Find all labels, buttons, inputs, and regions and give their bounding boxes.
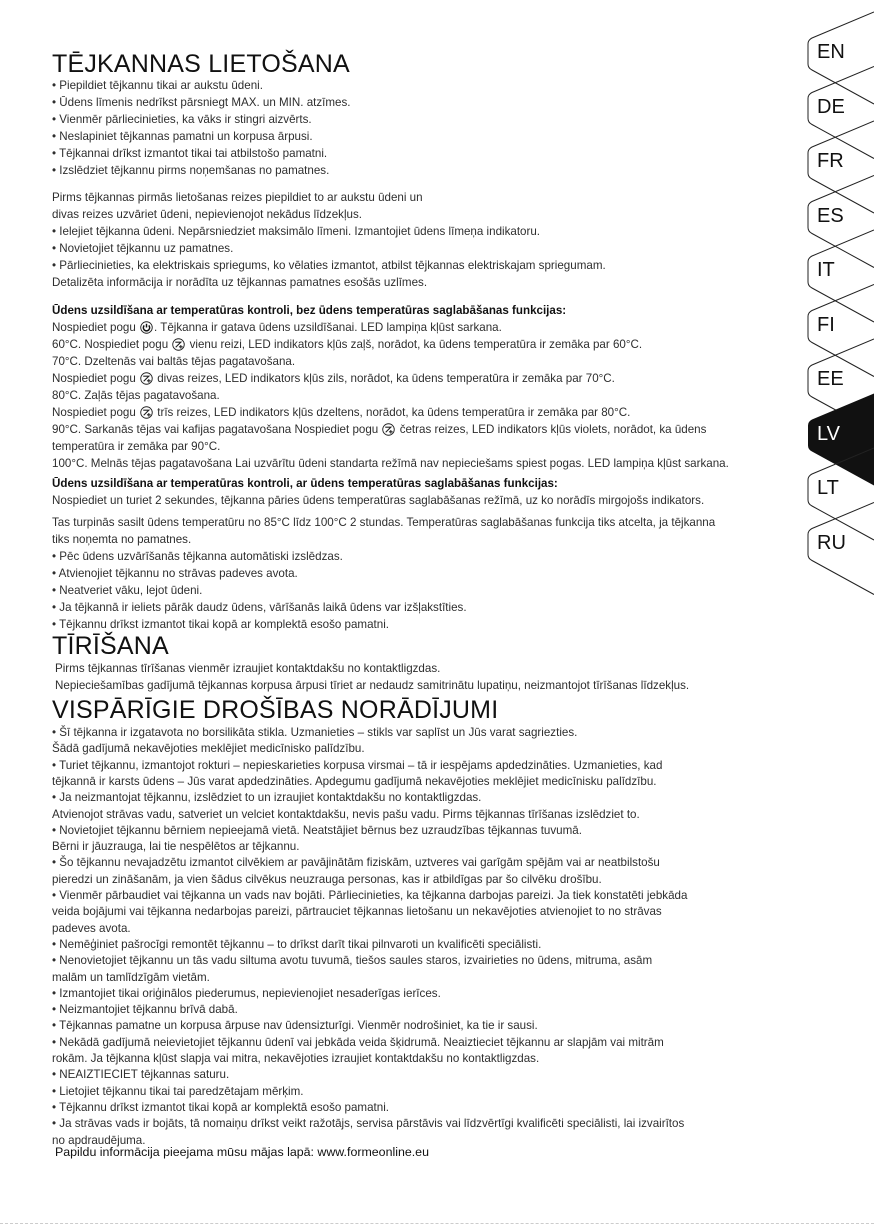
safety-line: • Ja strāvas vads ir bojāts, tā nomaiņu drīkst veikt ražotājs, servisa pārstāvis vai līdzvērtīgi kvalificēti speciālisti, lai izvairītos <box>52 1117 685 1131</box>
heating-instruction-line <box>52 456 729 471</box>
first-use-line: Pirms tējkannas pirmās lietošanas reizes piepildiet to ar aukstu ūdeni un <box>52 191 423 204</box>
instruction-text: 90°C. Sarkanās tējas vai kafijas pagatavošana Nospiediet pogu <box>52 423 382 436</box>
instruction-text: 80°C. Zaļās tējas pagatavošana. <box>52 389 220 402</box>
safety-line: padeves avota. <box>52 921 131 935</box>
safety-line: • Novietojiet tējkannu bērniem nepieejamā vietā. Neatstājiet bērnus bez uzraudzības tējkannas tuvumā. <box>52 823 582 837</box>
language-tab-label-fi[interactable]: FI <box>817 313 835 336</box>
instruction-text: vienu reizi, LED indikators kļūs zaļš, norādot, ka ūdens temperatūra ir zemāka par 60°C. <box>186 338 643 351</box>
heating-keep-bullet: • Pēc ūdens uzvārīšanās tējkanna automātiski izslēdzas. <box>52 550 343 563</box>
heating-instruction-line <box>52 405 630 420</box>
heating-keep-bullet: • Tējkannu drīkst izmantot tikai kopā ar komplektā esošo pamatni. <box>52 618 390 631</box>
cleaning-line: Nepieciešamības gadījumā tējkannas korpusa ārpusi tīriet ar nedaudz samitrinātu lupatiņu, neizmantojot tīrīšanas līdzekļus. <box>55 679 690 692</box>
safety-line: pieredzi un zināšanām, ja vien šādus cilvēkus neuzrauga personas, kas ir atbildīgas par šo cilvēku drošību. <box>52 872 602 886</box>
temperature-button-icon <box>172 338 185 351</box>
safety-line: • Nekādā gadījumā neievietojiet tējkannu ūdenī vai jebkāda veida šķidrumā. Neaiztieciet tējkannu ar slapjām vai mitrām <box>52 1035 664 1049</box>
heating-keep-bullet: • Atvienojiet tējkannu no strāvas padeves avota. <box>52 567 298 580</box>
heating-keep-heading: Ūdens uzsildīšana ar temperatūras kontroli, ar ūdens temperatūras saglabāšanas funkcijas: <box>52 477 558 490</box>
safety-line: tējkannā ir karsts ūdens – Jūs varat apdedzināties. Apdegumu gadījumā nekavējoties meklējiet medicīnisku palīdzību. <box>52 774 657 788</box>
heating-no-keep-heading: Ūdens uzsildīšana ar temperatūras kontroli, bez ūdens temperatūras saglabāšanas funkcijas: <box>52 304 567 317</box>
first-use-line: • Ielejiet tējkanna ūdeni. Nepārsniedziet maksimālo līmeni. Izmantojiet ūdens līmeņa indikatoru. <box>52 225 541 238</box>
safety-line: • NEAIZTIECIET tējkannas saturu. <box>52 1068 230 1082</box>
safety-line: • Tējkannas pamatne un korpusa ārpuse nav ūdensizturīgi. Vienmēr nodrošiniet, ka tie ir sausi. <box>52 1019 538 1033</box>
instruction-text: četras reizes, LED indikators kļūs violets, norādot, ka ūdens <box>396 423 707 436</box>
usage-bullet: • Izslēdziet tējkannu pirms noņemšanas no pamatnes. <box>52 164 330 177</box>
instruction-text: 60°C. Nospiediet pogu <box>52 338 172 351</box>
instruction-text: . Tējkanna ir gatava ūdens uzsildīšanai. LED lampiņa kļūst sarkana. <box>154 321 502 334</box>
heating-instruction-line <box>52 354 295 369</box>
heating-instruction-line <box>52 422 706 437</box>
instruction-text: 70°C. Dzeltenās vai baltās tējas pagatavošana. <box>52 355 296 368</box>
safety-line: • Lietojiet tējkannu tikai tai paredzētajam mērķim. <box>52 1084 304 1098</box>
first-use-line: • Novietojiet tējkannu uz pamatnes. <box>52 242 234 255</box>
temperature-button-icon <box>140 406 153 419</box>
heating-keep-line: tiks noņemta no pamatnes. <box>52 533 192 546</box>
safety-line: • Ja neizmantojat tējkannu, izslēdziet to un izraujiet kontaktdakšu no kontaktligzdas. <box>52 791 482 805</box>
usage-bullet: • Vienmēr pārliecinieties, ka vāks ir stingri aizvērts. <box>52 113 312 126</box>
section-title-cleaning: TĪRĪŠANA <box>52 632 169 660</box>
language-tab-label-es[interactable]: ES <box>817 204 844 227</box>
safety-line: malām un tamlīdzīgām vietām. <box>52 970 210 984</box>
instruction-text: Nospiediet pogu <box>52 372 140 385</box>
temperature-button-icon <box>140 372 153 385</box>
language-tab-label-lt[interactable]: LT <box>817 477 839 499</box>
language-tab-label-en[interactable]: EN <box>817 41 845 63</box>
heating-instruction-line <box>52 337 642 352</box>
heating-keep-bullet: • Neatveriet vāku, lejot ūdeni. <box>52 584 203 597</box>
first-use-line: Detalizēta informācija ir norādīta uz tējkannas pamatnes esošās uzlīmes. <box>52 276 428 289</box>
usage-bullet: • Ūdens līmenis nedrīkst pārsniegt MAX. un MIN. atzīmes. <box>52 96 351 109</box>
safety-line: • Tējkannu drīkst izmantot tikai kopā ar komplektā esošo pamatni. <box>52 1100 390 1114</box>
heating-keep-line: Tas turpinās sasilt ūdens temperatūru no 85°C līdz 100°C 2 stundas. Temperatūras saglabāšanas funkcija tiks atcelta, ja tējkanna <box>52 516 716 529</box>
heating-instruction-line <box>52 371 615 386</box>
instruction-text: Nospiediet pogu <box>52 406 140 419</box>
heating-instruction-line <box>52 439 220 454</box>
language-tab-label-fr[interactable]: FR <box>817 150 844 172</box>
safety-line: • Šī tējkanna ir izgatavota no borsilikāta stikla. Uzmanieties – stikls var saplīst un Jūs varat sagriezties. <box>52 726 578 739</box>
usage-bullet: • Tējkannai drīkst izmantot tikai tai atbilstošo pamatni. <box>52 147 328 160</box>
safety-line: • Šo tējkannu nevajadzētu izmantot cilvēkiem ar pavājinātām fiziskām, uztveres vai garīgām spējām vai ar neatbilstošu <box>52 856 660 870</box>
language-tab-label-de[interactable]: DE <box>817 95 845 118</box>
safety-line: rokām. Ja tējkanna kļūst slapja vai mitra, nekavējoties izraujiet kontaktdakšu no kontaktligzdas. <box>52 1052 540 1065</box>
instruction-text: divas reizes, LED indikators kļūs zils, norādot, ka ūdens temperatūra ir zemāka par 70°C. <box>154 372 615 385</box>
safety-line: • Neizmantojiet tējkannu brīvā dabā. <box>52 1003 238 1017</box>
safety-line: • Vienmēr pārbaudiet vai tējkanna un vads nav bojāti. Pārliecinieties, ka tējkanna darbojas pareizi. Ja tiek konstatēti jebkāda <box>52 889 688 902</box>
section-title-usage: TĒJKANNAS LIETOŠANA <box>52 50 350 78</box>
language-tab-label-ru[interactable]: RU <box>817 531 846 554</box>
usage-bullet: • Piepildiet tējkannu tikai ar aukstu ūdeni. <box>52 79 263 92</box>
power-icon <box>140 321 153 334</box>
cleaning-line: Pirms tējkannas tīrīšanas vienmēr izraujiet kontaktdakšu no kontaktligzdas. <box>55 662 441 675</box>
instruction-text: trīs reizes, LED indikators kļūs dzeltens, norādot, ka ūdens temperatūra ir zemāka par 80°C. <box>154 406 631 419</box>
instruction-text: 100°C. Melnās tējas pagatavošana Lai uzvārītu ūdeni standarta režīmā nav nepieciešams spiest pogas. LED lampiņa kļūst sarkana. <box>52 457 729 470</box>
safety-line: Bērni ir jāuzrauga, lai tie nespēlētos ar tējkannu. <box>52 840 300 854</box>
safety-line: • Izmantojiet tikai oriģinālos piederumus, nepievienojiet nesaderīgas ierīces. <box>52 986 441 1000</box>
language-tab-label-ee[interactable]: EE <box>817 368 844 390</box>
footer-website-note: Papildu informācija pieejama mūsu mājas lapā: www.formeonline.eu <box>55 1145 429 1159</box>
section-title-safety: VISPĀRĪGIE DROŠĪBAS NORĀDĪJUMI <box>52 696 499 724</box>
heating-keep-line: Nospiediet un turiet 2 sekundes, tējkanna pāries ūdens temperatūras saglabāšanas režīmā, uz ko norādīs mirgojošs indikators. <box>52 494 705 507</box>
safety-line: no apdraudējuma. <box>52 1133 146 1147</box>
usage-bullet: • Neslapiniet tējkannas pamatni un korpusa ārpusi. <box>52 130 313 143</box>
heating-instruction-line <box>52 388 220 403</box>
temperature-button-icon <box>382 423 395 436</box>
instruction-text: temperatūra ir zemāka par 90°C. <box>52 440 221 453</box>
safety-line: Atvienojot strāvas vadu, satveriet un velciet kontaktdakšu, nevis pašu vadu. Pirms tējkannas tīrīšanas izslēdziet to. <box>52 807 640 821</box>
heating-keep-bullet: • Ja tējkannā ir ieliets pārāk daudz ūdens, vārīšanās laikā ūdens var izšļakstīties. <box>52 601 467 614</box>
language-tab-label-lv[interactable]: LV <box>817 422 840 445</box>
safety-line: veida bojājumi vai tējkanna nedarbojas pareizi, pārtrauciet tējkannas lietošanu un nekavējoties atvienojiet to no strāvas <box>52 905 662 919</box>
safety-line: • Nemēģiniet pašrocīgi remontēt tējkannu – to drīkst darīt tikai pilnvaroti un kvalificēti speciālisti. <box>52 937 542 951</box>
page-edge-divider <box>0 1223 874 1224</box>
language-tab-label-it[interactable]: IT <box>817 259 835 281</box>
heating-instruction-line <box>52 320 502 335</box>
safety-line: • Nenovietojiet tējkannu un tās vadu siltuma avotu tuvumā, tiešos saules staros, izvairieties no ūdens, mitruma, asām <box>52 954 653 968</box>
instruction-text: Nospiediet pogu <box>52 321 140 334</box>
first-use-line: • Pārliecinieties, ka elektriskais spriegums, ko vēlaties izmantot, atbilst tējkannas elektriskajam spriegumam. <box>52 259 606 272</box>
safety-line: • Turiet tējkannu, izmantojot rokturi – nepieskarieties korpusa virsmai – tā ir iespējams apdedzināties. Uzmanieties, kad <box>52 758 663 772</box>
first-use-line: divas reizes uzvāriet ūdeni, nepievienojot nekādus līdzekļus. <box>52 208 362 221</box>
safety-line: Šādā gadījumā nekavējoties meklējiet medicīnisko palīdzību. <box>52 742 365 756</box>
